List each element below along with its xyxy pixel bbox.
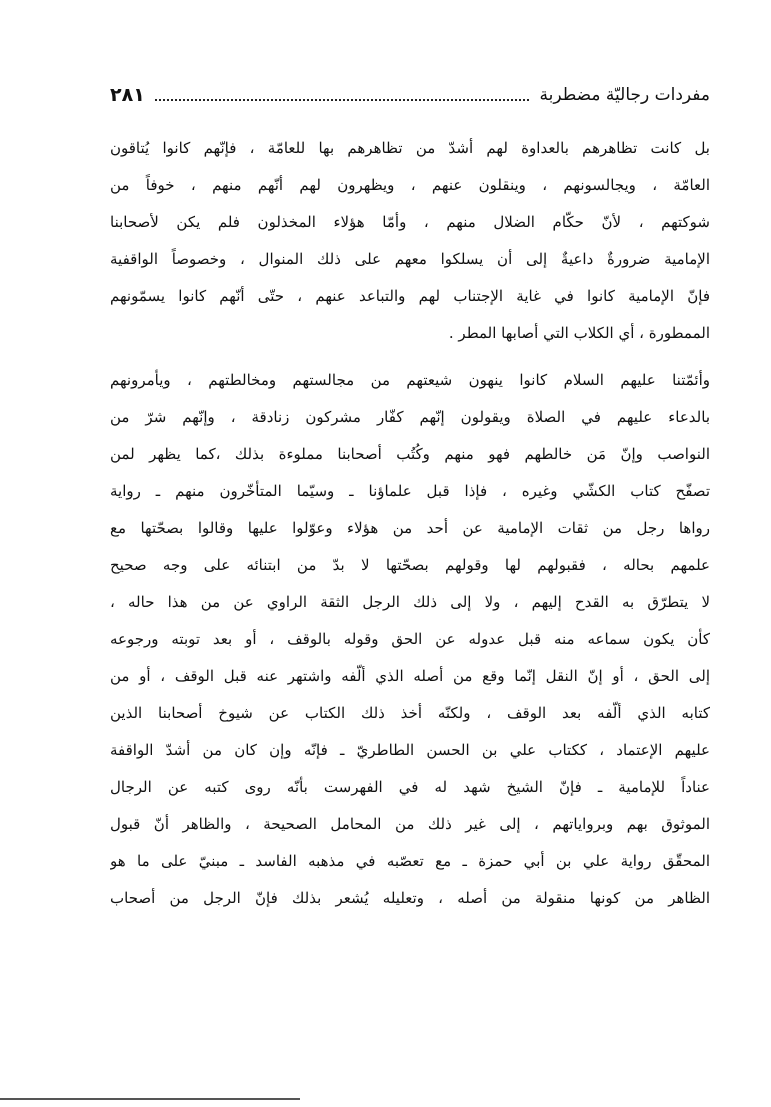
text-line: لا يتطرّق به القدح إليهم ، ولا إلى ذلك الرجل الثقة الراوي عن من هذا حاله ، bbox=[110, 593, 710, 611]
text-line: وأئمّتنا عليهم السلام كانوا ينهون شيعتهم من مجالستهم ومخالطتهم ، ويأمرونهم bbox=[110, 371, 710, 389]
page-number: ٢٨١ bbox=[110, 84, 145, 106]
text-line: كتابه الذي ألّفه بعد الوقف ، ولكنّه أخذ ذلك الكتاب عن شيوخ أصحابنا الذين bbox=[110, 704, 710, 722]
text-line: كأن يكون سماعه منه قبل عدوله عن الحق وقوله بالوقف ، أو بعد توبته ورجوعه bbox=[110, 630, 710, 648]
text-line: الظاهر من كونها منقولة من أصله ، وتعليله يُشعر بذلك فإنّ الرجل من أصحاب bbox=[110, 889, 710, 907]
text-line: النواصب وإنّ مَن خالطهم فهو منهم وكُتُب أصحابنا مملوءة بذلك ،كما يظهر لمن bbox=[110, 445, 710, 463]
text-line: رواها رجل من ثقات الإمامية عن أحد من هؤلاء وعوّلوا عليها وقالوا بصحّتها مع bbox=[110, 519, 710, 537]
footer-rule bbox=[0, 1098, 300, 1100]
paragraph-2 bbox=[110, 362, 710, 917]
text-line: عليهم الإعتماد ، ككتاب علي بن الحسن الطاطريّ ـ فإنّه وإن كان من أشدّ الواقفة bbox=[110, 741, 710, 759]
running-title: مفردات رجاليّة مضطربة bbox=[539, 85, 710, 105]
text-line: بل كانت تظاهرهم بالعداوة لهم أشدّ من تظاهرهم بها للعامّة ، فإنّهم كانوا يُتاقون bbox=[110, 139, 710, 157]
paragraph-1 bbox=[110, 130, 710, 352]
text-line: بالدعاء عليهم في الصلاة ويقولون إنّهم كفّار مشركون زنادقة ، وإنّهم شرّ من bbox=[110, 408, 710, 426]
text-line: الممطورة ، أي الكلاب التي أصابها المطر . bbox=[448, 324, 710, 342]
text-line: عناداً للإمامية ـ فإنّ الشيخ شهد له في الفهرست بأنّه روى كتبه عن الرجال bbox=[110, 778, 710, 796]
running-header bbox=[110, 80, 710, 110]
text-line: شوكتهم ، لأنّ حكّام الضلال منهم ، وأمّا هؤلاء المخذلون فلم يكن لأصحابنا bbox=[110, 213, 710, 231]
text-line: الموثوق بهم وبرواياتهم ، إلى غير ذلك من المحامل الصحيحة ، والظاهر أنّ قبول bbox=[110, 815, 710, 833]
text-line: علمهم بحاله ، فقبولهم لها وقولهم بصحّتها لا بدّ من ابتنائه على وجه صحيح bbox=[110, 556, 710, 574]
text-line: الإمامية ضرورةٌ داعيةٌ إلى أن يسلكوا معهم على ذلك المنوال ، وخصوصاً الواقفية bbox=[110, 250, 710, 268]
text-line: المحقّق رواية علي بن أبي حمزة ـ مع تعصّبه في مذهبه الفاسد ـ مبنيّ على ما هو bbox=[110, 852, 710, 870]
text-line: تصفّح كتاب الكشّي وغيره ، فإذا قبل علماؤنا ـ وسيّما المتأخّرون منهم ـ رواية bbox=[110, 482, 710, 500]
dotted-leader bbox=[155, 98, 530, 101]
text-line: العامّة ، ويجالسونهم ، وينقلون عنهم ، ويظهرون لهم أنّهم منهم ، خوفاً من bbox=[110, 176, 710, 194]
body-text bbox=[110, 130, 710, 917]
text-line: فإنّ الإمامية كانوا في غاية الإجتناب لهم والتباعد عنهم ، حتّى أنّهم كانوا يسمّونهم bbox=[110, 287, 710, 305]
text-line: إلى الحق ، أو إنّ النقل إنّما وقع من أصله الذي ألّفه واشتهر عنه قبل الوقف ، أو من bbox=[110, 667, 710, 685]
